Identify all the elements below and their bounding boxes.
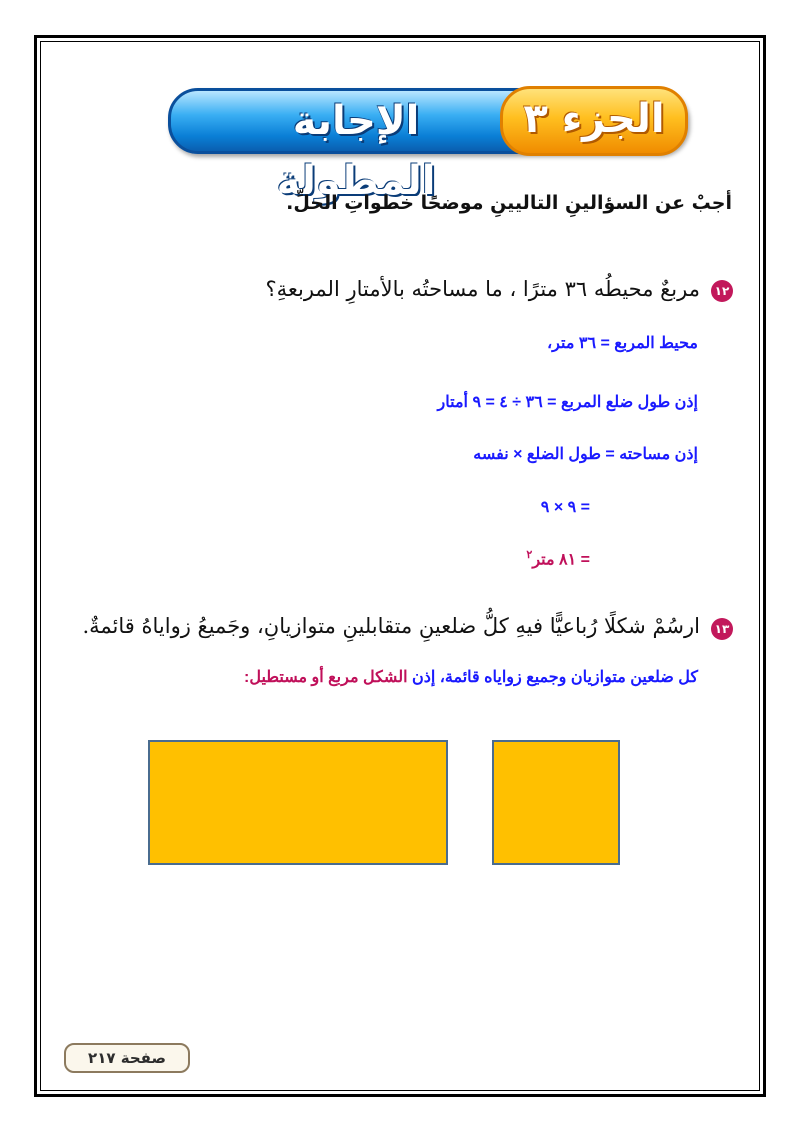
answer-highlight: الشكل (362, 669, 408, 686)
banner-part-label-box (500, 86, 688, 156)
answer-line: إذن طول ضلع المربع = ٣٦ ÷ ٤ = ٩ أمتار (437, 394, 698, 411)
question-text: ارسُمْ شكلًا رُباعيًّا فيهِ كلُّ ضلعينِ متقابلينِ متوازيانِ، وجَميعُ زواياهُ قائمةٌ. (82, 614, 700, 638)
answer-line: = ٩ × ٩ (540, 499, 590, 516)
section-banner (168, 86, 688, 204)
banner-title: الإجابة المطولة (276, 98, 436, 204)
page-number: صفحة ٢١٧ (64, 1043, 190, 1073)
answer-line: محيط المربع = ٣٦ متر، (547, 335, 698, 352)
answer-line (244, 667, 698, 687)
answer-highlight: مربع أو مستطيل: (244, 669, 363, 686)
answer-result-text: = ٨١ متر (532, 551, 590, 569)
banner-part-label: الجزء ٣ (523, 96, 665, 142)
answer-text: كل ضلعين متوازيان وجميع زواياه قائمة، إذن (407, 669, 698, 686)
question-number-badge: ١٣ (711, 618, 733, 640)
answer-line-result (526, 548, 590, 569)
answer-result-exponent: ٢ (526, 549, 533, 561)
answer-line: إذن مساحته = طول الضلع × نفسه (473, 446, 698, 463)
question-text: مربعٌ محيطُه ٣٦ مترًا ، ما مساحتُه بالأمتارِ المربعةِ؟ (265, 277, 700, 301)
rectangle-shape (148, 740, 448, 865)
square-shape (492, 740, 620, 865)
instruction-text: أجبْ عن السؤالينِ التاليينِ موضحًا خطواتِ الحلِّ. (286, 192, 732, 214)
question-number-badge: ١٢ (711, 280, 733, 302)
